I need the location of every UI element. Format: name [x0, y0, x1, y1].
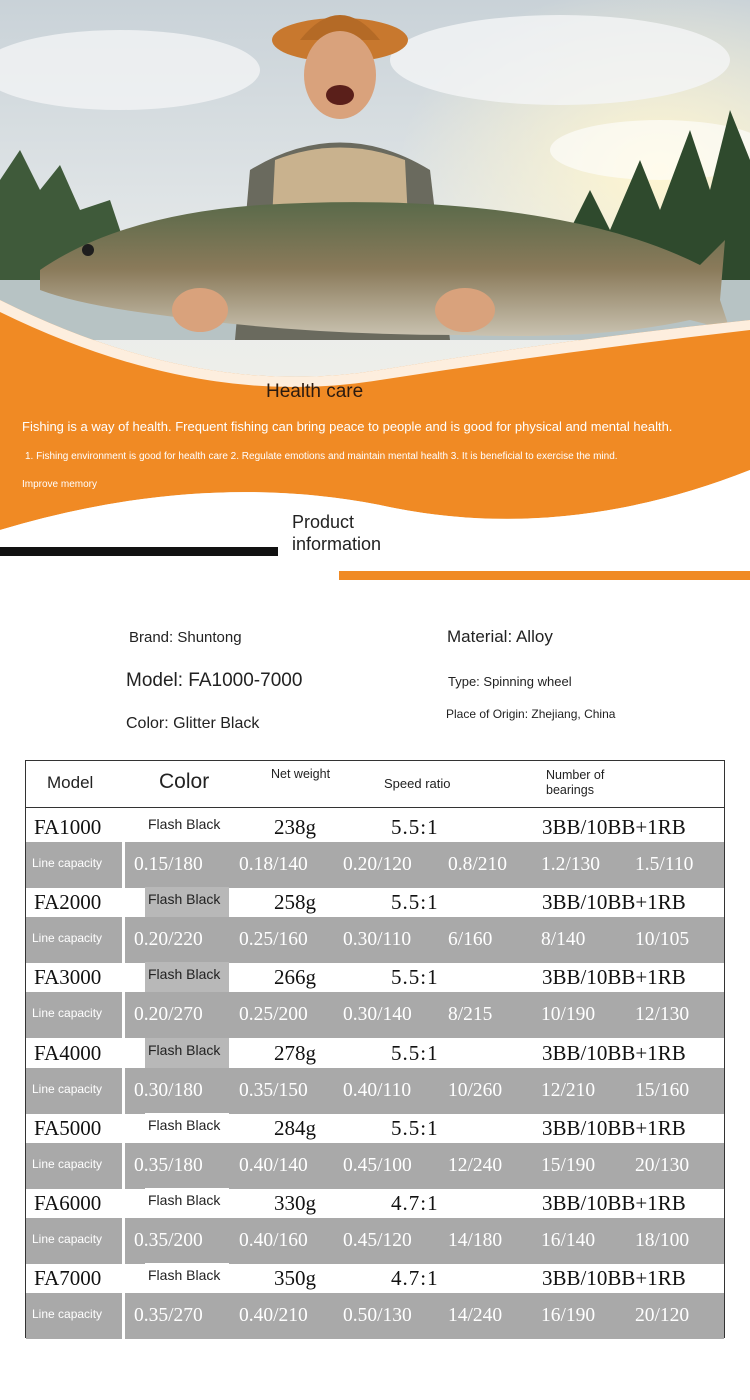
health-care-title: Health care [266, 381, 364, 402]
line-capacity-value: 0.15/180 [134, 854, 203, 875]
line-capacity-value: 0.8/210 [448, 854, 508, 875]
line-capacity-label-text: Line capacity [32, 1307, 103, 1322]
line-capacity-label [26, 992, 121, 1038]
line-capacity-value: 0.35/270 [134, 1305, 203, 1327]
row-bearings: 3BB/10BB+1RB [542, 890, 686, 915]
line-capacity-label [26, 1218, 121, 1264]
health-benefits-continued: Improve memory [22, 479, 98, 490]
row-bearings: 3BB/10BB+1RB [542, 1115, 686, 1140]
spec-origin: Place of Origin: Zhejiang, China [446, 707, 616, 721]
line-capacity-value: 0.30/110 [343, 929, 412, 951]
line-capacity-value: 15/160 [635, 1079, 690, 1101]
line-capacity-row [26, 1068, 724, 1114]
header-model: Model [47, 773, 94, 792]
spec-color: Color: Glitter Black [126, 715, 260, 732]
line-capacity-label [26, 1068, 121, 1114]
row-color-label: Flash Black [148, 1267, 221, 1284]
line-capacity-label-text: Line capacity [32, 931, 103, 946]
line-capacity-value: 0.25/160 [239, 929, 308, 951]
header-speed-ratio: Speed ratio [384, 776, 451, 791]
row-model: FA5000 [34, 1115, 102, 1140]
line-capacity-value: 10/105 [635, 929, 690, 951]
line-capacity-value: 20/120 [635, 1305, 690, 1327]
line-capacity-value: 10/260 [448, 1079, 503, 1101]
line-capacity-value: 12/210 [541, 1079, 596, 1101]
line-capacity-value: 6/160 [448, 929, 493, 951]
row-color-label: Flash Black [148, 1192, 221, 1208]
row-bearings: 3BB/10BB+1RB [542, 815, 686, 839]
row-model: FA2000 [34, 890, 102, 915]
line-capacity-row [26, 1293, 724, 1339]
line-capacity-value: 10/190 [541, 1004, 596, 1026]
line-capacity-value: 0.45/120 [343, 1230, 412, 1251]
column-separator [122, 917, 125, 963]
line-capacity-label-text: Line capacity [32, 1081, 103, 1096]
row-net-weight: 284g [274, 1115, 316, 1140]
row-color-label: Flash Black [148, 1116, 221, 1133]
table-row [26, 883, 724, 917]
row-model: FA1000 [34, 815, 102, 839]
divider-bar-orange [339, 571, 750, 580]
line-capacity-row [26, 1218, 724, 1264]
line-capacity-label-text: Line capacity [32, 1006, 103, 1021]
health-description: Fishing is a way of health. Frequent fishing can bring peace to people and is good for physical and mental health. [22, 419, 673, 434]
line-capacity-label [26, 1143, 121, 1189]
product-information-title [292, 511, 381, 555]
row-net-weight: 258g [274, 890, 316, 915]
spec-brand: Brand: Shuntong [129, 629, 242, 646]
line-capacity-value: 0.35/180 [134, 1154, 203, 1176]
line-capacity-value: 0.25/200 [239, 1004, 308, 1026]
table-row [26, 1109, 724, 1143]
row-model: FA7000 [34, 1266, 102, 1291]
row-color-label: Flash Black [148, 1041, 221, 1058]
row-model: FA3000 [34, 965, 102, 990]
table-row [26, 1034, 724, 1068]
row-net-weight: 266g [274, 965, 316, 990]
table-header [26, 761, 724, 808]
line-capacity-value: 0.40/160 [239, 1230, 308, 1251]
line-capacity-value: 16/190 [541, 1305, 596, 1327]
row-color [145, 1188, 229, 1218]
column-separator [122, 1218, 125, 1264]
product-information-title-line2: information [292, 534, 382, 554]
line-capacity-value: 0.20/270 [134, 1004, 203, 1026]
line-capacity-value: 8/215 [448, 1004, 493, 1026]
header-net-weight: Net weight [271, 767, 331, 781]
line-capacity-value: 0.40/210 [239, 1305, 308, 1327]
row-color [145, 887, 229, 917]
health-benefits: 1. Fishing environment is good for health care 2. Regulate emotions and maintain mental health 3. It is beneficial to exercise the mind. [25, 451, 618, 462]
row-bearings: 3BB/10BB+1RB [542, 1266, 686, 1291]
header-color: Color [159, 770, 210, 793]
row-color-label: Flash Black [148, 891, 221, 908]
line-capacity-value: 0.50/130 [343, 1305, 412, 1327]
line-capacity-value: 12/240 [448, 1154, 503, 1176]
line-capacity-value: 1.5/110 [635, 854, 694, 875]
line-capacity-value: 16/140 [541, 1230, 596, 1251]
header-bearings: Number of bearings [546, 768, 605, 797]
row-speed-ratio: 5.5:1 [391, 965, 439, 990]
line-capacity-value: 14/240 [448, 1305, 503, 1327]
row-net-weight: 330g [274, 1191, 316, 1215]
row-speed-ratio: 4.7:1 [391, 1191, 439, 1215]
line-capacity-value: 0.35/200 [134, 1230, 203, 1251]
line-capacity-label [26, 917, 121, 963]
specification-table [25, 760, 725, 1338]
line-capacity-label-text: Line capacity [32, 856, 103, 870]
row-speed-ratio: 5.5:1 [391, 1040, 439, 1065]
line-capacity-label [26, 842, 121, 888]
line-capacity-row [26, 917, 724, 963]
line-capacity-value: 0.18/140 [239, 854, 308, 875]
column-separator [122, 842, 125, 888]
spec-material: Material: Alloy [447, 627, 553, 646]
line-capacity-value: 0.40/110 [343, 1079, 412, 1101]
spec-model: Model: FA1000-7000 [126, 670, 303, 691]
row-bearings: 3BB/10BB+1RB [542, 965, 686, 990]
line-capacity-value: 14/180 [448, 1230, 503, 1251]
line-capacity-value: 15/190 [541, 1154, 596, 1176]
row-speed-ratio: 4.7:1 [391, 1266, 439, 1291]
row-speed-ratio: 5.5:1 [391, 890, 439, 915]
line-capacity-label-text: Line capacity [32, 1156, 103, 1171]
line-capacity-value: 18/100 [635, 1230, 690, 1251]
divider-bar-black [0, 547, 278, 556]
line-capacity-value: 0.40/140 [239, 1154, 308, 1176]
line-capacity-value: 0.35/150 [239, 1079, 308, 1101]
row-net-weight: 350g [274, 1266, 316, 1291]
row-color-label: Flash Black [148, 966, 221, 983]
product-information-title-line1: Product [292, 512, 355, 532]
line-capacity-label-text: Line capacity [32, 1232, 103, 1246]
table-row [26, 1259, 724, 1293]
row-model: FA6000 [34, 1191, 102, 1215]
column-separator [122, 1143, 125, 1189]
row-color [145, 962, 229, 992]
line-capacity-value: 0.30/140 [343, 1004, 412, 1026]
line-capacity-value: 0.45/100 [343, 1154, 412, 1176]
line-capacity-row [26, 1143, 724, 1189]
line-capacity-label [26, 1293, 121, 1339]
row-bearings: 3BB/10BB+1RB [542, 1191, 686, 1215]
line-capacity-value: 1.2/130 [541, 854, 601, 875]
spec-type: Type: Spinning wheel [448, 674, 572, 689]
line-capacity-value: 0.30/180 [134, 1079, 203, 1101]
column-separator [122, 1293, 125, 1339]
row-net-weight: 238g [274, 815, 316, 839]
line-capacity-value: 0.20/220 [134, 929, 203, 951]
row-color [145, 1263, 229, 1293]
hero-banner [0, 0, 750, 530]
row-bearings: 3BB/10BB+1RB [542, 1040, 686, 1065]
row-color [145, 1113, 229, 1143]
row-net-weight: 278g [274, 1040, 316, 1065]
row-model: FA4000 [34, 1040, 102, 1065]
table-row [26, 958, 724, 992]
row-color [145, 812, 229, 842]
line-capacity-value: 20/130 [635, 1154, 690, 1176]
row-speed-ratio: 5.5:1 [391, 1115, 439, 1140]
line-capacity-value: 0.20/120 [343, 854, 412, 875]
row-speed-ratio: 5.5:1 [391, 815, 439, 839]
line-capacity-row [26, 992, 724, 1038]
column-separator [122, 1068, 125, 1114]
table-row [26, 1184, 724, 1218]
table-row [26, 808, 724, 842]
line-capacity-value: 8/140 [541, 929, 586, 951]
line-capacity-row [26, 842, 724, 888]
row-color-label: Flash Black [148, 816, 221, 832]
column-separator [122, 992, 125, 1038]
line-capacity-value: 12/130 [635, 1004, 690, 1026]
row-color [145, 1038, 229, 1068]
